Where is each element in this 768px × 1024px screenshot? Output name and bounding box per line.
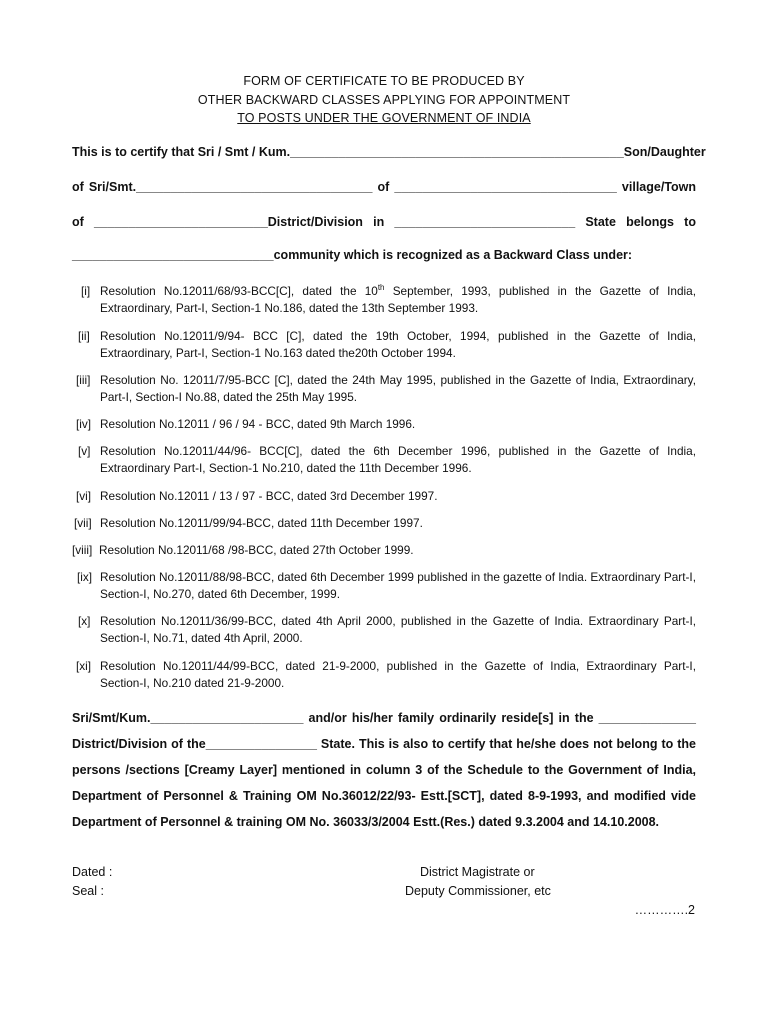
title-line-3: TO POSTS UNDER THE GOVERNMENT OF INDIA (237, 111, 531, 125)
resolution-item: [vi] Resolution No.12011 / 13 / 97 - BCC, dated 3rd December 1997. (76, 489, 438, 503)
signatory-line-1: District Magistrate or (420, 865, 535, 879)
resolution-item: [i] Resolution No.12011/68/93-BCC[C], dated the 10th September, 1993, published in the Gazette of India, Extraordinary, Part-I, Section-1 No.186, dated the 13th September 1993. (81, 283, 696, 315)
seal-label: Seal : (72, 884, 104, 898)
title-line-2: OTHER BACKWARD CLASSES APPLYING FOR APPOINTMENT (197, 93, 571, 107)
father-name-blank: of Sri/Smt.__________________________________ (72, 180, 373, 194)
resolution-item: [viii] Resolution No.12011/68 /98-BCC, dated 27th October 1999. (72, 543, 414, 557)
certification-paragraph: Sri/Smt/Kum.______________________ and/or his/her family ordinarily reside[s] in the ______________ District/Division of the________________ State. This is also to certify that he/she does not belong to the persons /sections [Creamy Layer] mentioned in column 3 of the Schedule to the Government of India, Department of Personnel & Training OM No.36012/22/93- Estt.[SCT], dated 8-9-1993, and modified vide Department of Personnel & training OM No. 36033/3/2004 Estt.(Res.) dated 9.3.2004 and 14.10.2008. (72, 711, 696, 829)
dated-label: Dated : (72, 865, 113, 879)
title-line-1: FORM OF CERTIFICATE TO BE PRODUCED BY (243, 74, 525, 88)
resolution-item: [xi] Resolution No.12011/44/99-BCC, dated 21-9-2000, published in the Gazette of India, Extraordinary Part-I, Section-I, No.210 dated 21-9-2000. (76, 659, 696, 690)
resolution-item: [vii] Resolution No.12011/99/94-BCC, dated 11th December 1997. (74, 516, 423, 530)
certify-line-4: _____________________________community which is recognized as a Backward Class under: (72, 248, 633, 262)
resolution-item: [ii] Resolution No.12011/9/94- BCC [C], dated the 19th October, 1994, published in the Gazette of India, Extraordinary, Part-I, Section-1 No.163 dated the20th October 1994. (78, 329, 696, 360)
resolution-item: [iii] Resolution No. 12011/7/95-BCC [C], dated the 24th May 1995, published in the Gazette of India, Extraordinary, Part-I, Section-I No.88, dated the 25th May 1995. (76, 373, 696, 404)
resolution-item: [x] Resolution No.12011/36/99-BCC, dated 4th April 2000, published in the Gazette of India. Extraordinary Part-I, Section-I, No.71, dated 4th April, 2000. (78, 614, 696, 645)
resolution-item: [v] Resolution No.12011/44/96- BCC[C], dated the 6th December 1996, published in the Gazette of India, Extraordinary Part-I, Section-1 No.210, dated the 11th December 1996. (78, 444, 696, 475)
district-blank: _________________________District/Division (93, 215, 363, 229)
state-blank: __________________________ (394, 215, 576, 229)
signatory-line-2: Deputy Commissioner, etc (405, 884, 551, 898)
resolution-item: [ix] Resolution No.12011/88/98-BCC, dated 6th December 1999 published in the gazette of India. Extraordinary Part-I, Section-I, No.270, dated 6th December, 1999. (77, 570, 696, 601)
certify-line-1: This is to certify that Sri / Smt / Kum.________________________________________________Son/Daughter (72, 145, 706, 159)
resolution-item: [iv] Resolution No.12011 / 96 / 94 - BCC, dated 9th March 1996. (76, 417, 416, 431)
village-blank: ________________________________ (394, 180, 617, 194)
page-continuation: ………….2 (634, 903, 695, 917)
certify-line-3: of _________________________District/Division in __________________________ State belongs to (72, 215, 696, 229)
certify-line-2: of Sri/Smt.__________________________________ of ________________________________ village/Town (72, 180, 697, 194)
